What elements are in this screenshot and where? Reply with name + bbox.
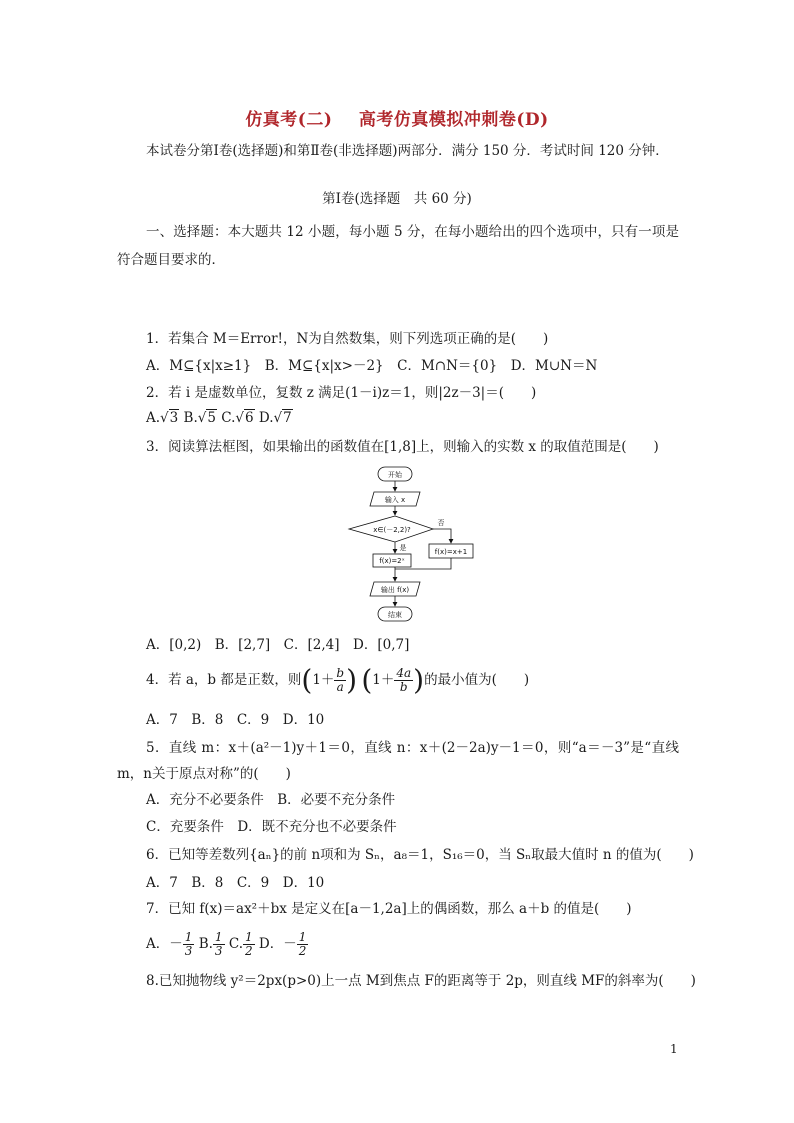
q7-option-d-den: 2 bbox=[298, 944, 307, 958]
q7-option-c-den: 2 bbox=[244, 944, 253, 958]
q7-option-a-label: A．－ bbox=[146, 936, 183, 952]
q4-one-plus-2: 1＋ bbox=[372, 672, 395, 688]
close-paren-icon: ) bbox=[413, 663, 425, 697]
q2-option-a-radicand: 3 bbox=[169, 410, 179, 426]
question-8-stem: 8.已知抛物线 y²＝2px(p>0)上一点 M到焦点 F的距离等于 2p，则直线 MF的斜率为( ) bbox=[146, 973, 696, 989]
sqrt-icon: √7 bbox=[273, 410, 292, 426]
q4-fraction-2 bbox=[394, 667, 413, 694]
q2-option-b-label: B. bbox=[183, 410, 198, 426]
q4-prefix: 4．若 a，b 都是正数，则 bbox=[146, 672, 302, 688]
flow-process-left-label: f(x)=2ˣ bbox=[379, 557, 405, 565]
flow-process-right-label: f(x)=x+1 bbox=[434, 548, 468, 556]
close-paren-icon: ) bbox=[346, 663, 358, 697]
q7-option-a-fraction bbox=[183, 931, 195, 958]
q4-fraction-2-den: b bbox=[399, 680, 408, 694]
page-number: 1 bbox=[670, 1042, 678, 1056]
q2-option-d-radicand: 7 bbox=[283, 410, 292, 426]
sqrt-icon: √5 bbox=[197, 410, 216, 426]
question-7-stem: 7．已知 f(x)＝ax²＋bx 是定义在[a－1,2a]上的偶函数，那么 a＋b 的值是( ) bbox=[146, 901, 632, 917]
flow-decision-label: x∈(－2,2)? bbox=[373, 526, 411, 534]
flow-yes-label: 是 bbox=[399, 544, 407, 552]
q7-option-b-num: 1 bbox=[214, 930, 223, 944]
q2-option-a-label: A. bbox=[146, 410, 161, 426]
question-6-stem: 6．已知等差数列{aₙ}的前 n项和为 Sₙ，a₈＝1，S₁₆＝0，当 Sₙ取最大值时 n 的值为( ) bbox=[146, 847, 694, 863]
q7-option-d-fraction bbox=[297, 931, 309, 958]
q7-option-a-num: 1 bbox=[184, 930, 193, 944]
flow-end-label: 结束 bbox=[388, 611, 402, 619]
open-paren-icon: ( bbox=[361, 663, 373, 697]
q4-fraction-1-num: b bbox=[336, 666, 345, 680]
q4-fraction-1 bbox=[334, 667, 346, 694]
question-4-stem bbox=[146, 662, 529, 699]
exam-title-part1: 仿真考(二) bbox=[245, 110, 333, 130]
exam-intro: 本试卷分第Ⅰ卷(选择题)和第Ⅱ卷(非选择题)两部分．满分 150 分．考试时间 120 分钟． bbox=[146, 143, 669, 159]
flow-no-label: 否 bbox=[437, 519, 445, 527]
flow-input-label: 输入 x bbox=[384, 496, 406, 504]
question-5-options-ab: A．充分不必要条件 B．必要不充分条件 bbox=[146, 792, 396, 808]
question-2-options bbox=[146, 409, 293, 427]
q7-option-b-fraction bbox=[213, 931, 225, 958]
flow-arrow bbox=[433, 529, 451, 543]
sqrt-icon: √3 bbox=[160, 410, 179, 426]
q4-fraction-2-num: 4a bbox=[396, 666, 412, 680]
q7-option-c-num: 1 bbox=[244, 930, 253, 944]
q2-option-c-radicand: 6 bbox=[245, 410, 254, 426]
question-2-stem: 2．若 i 是虚数单位，复数 z 满足(1－i)z＝1，则|2z－3|＝( ) bbox=[146, 385, 537, 401]
question-7-options bbox=[146, 928, 308, 960]
question-1-stem: 1．若集合 M＝Error!，N为自然数集，则下列选项正确的是( ) bbox=[146, 331, 549, 347]
flow-output-label: 输出 f(x) bbox=[380, 586, 410, 594]
question-5-options-cd: C．充要条件 D．既不充分也不必要条件 bbox=[146, 819, 397, 835]
q2-option-d-label: D. bbox=[258, 410, 274, 426]
q7-option-c-label: C. bbox=[228, 936, 243, 952]
q7-option-d-num: 1 bbox=[298, 930, 307, 944]
q7-option-b-den: 3 bbox=[214, 944, 223, 958]
question-6-options: A．7 B．8 C．9 D．10 bbox=[146, 875, 325, 891]
exam-title-part2: 高考仿真模拟冲刺卷(D) bbox=[358, 110, 549, 130]
question-3-stem: 3．阅读算法框图，如果输出的函数值在[1,8]上，则输入的实数 x 的取值范围是( ) bbox=[146, 439, 659, 455]
question-3-options: A．[0,2) B．[2,7] C．[2,4] D．[0,7] bbox=[146, 637, 410, 653]
open-paren-icon: ( bbox=[301, 663, 313, 697]
exam-title bbox=[0, 105, 794, 130]
section-heading: 第Ⅰ卷(选择题 共 60 分) bbox=[322, 191, 472, 207]
flow-start-label: 开始 bbox=[388, 471, 402, 479]
q4-suffix: 的最小值为( ) bbox=[424, 672, 530, 688]
q2-option-b-radicand: 5 bbox=[207, 410, 216, 426]
q2-option-c-label: C. bbox=[221, 410, 236, 426]
question-4-options: A．7 B．8 C．9 D．10 bbox=[146, 712, 325, 728]
part-description: 一、选择题：本大题共 12 小题，每小题 5 分，在每小题给出的四个选项中，只有一项是符合题目要求的． bbox=[117, 224, 679, 268]
q7-option-c-fraction bbox=[243, 931, 255, 958]
algorithm-flowchart bbox=[340, 463, 490, 633]
q4-one-plus-1: 1＋ bbox=[312, 672, 335, 688]
q7-option-b-label: B. bbox=[198, 936, 213, 952]
question-1-options: A．M⊆{x|x≥1} B．M⊆{x|x>－2} C．M∩N＝{0} D．M∪N＝N bbox=[146, 358, 598, 374]
q4-fraction-1-den: a bbox=[336, 680, 344, 694]
sqrt-icon: √6 bbox=[235, 410, 254, 426]
question-5-stem: 5．直线 m：x＋(a²－1)y＋1＝0，直线 n：x＋(2－2a)y－1＝0，则“a＝－3”是“直线m，n关于原点对称”的( ) bbox=[117, 740, 679, 782]
q7-option-a-den: 3 bbox=[184, 944, 193, 958]
q7-option-d-label: D．－ bbox=[258, 936, 297, 952]
